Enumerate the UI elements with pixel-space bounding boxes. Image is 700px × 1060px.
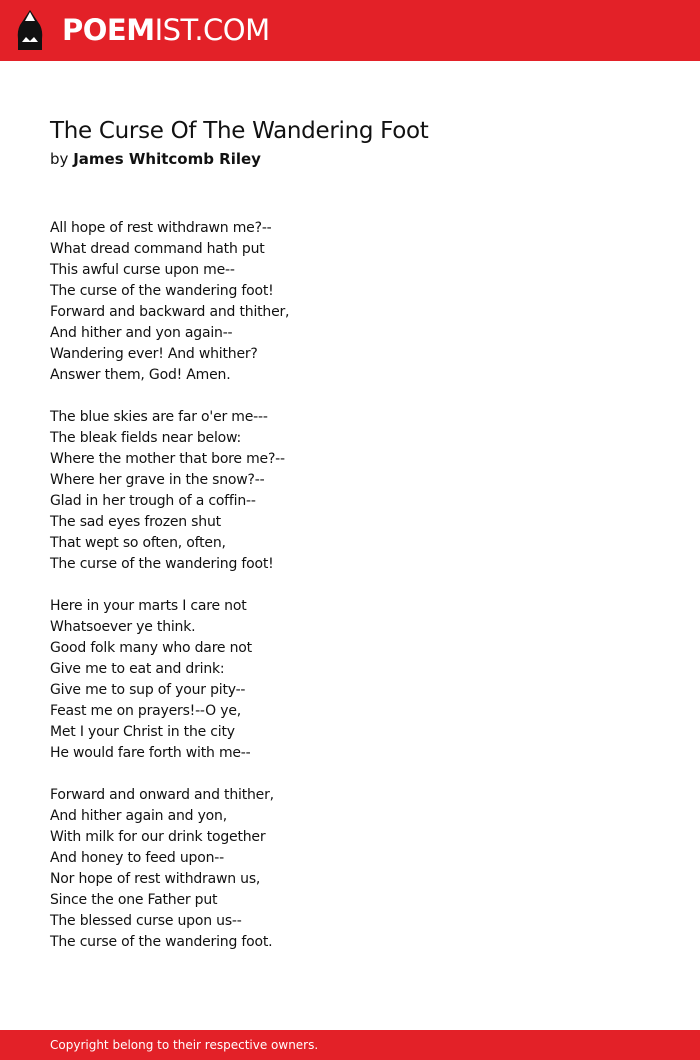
stanza bbox=[50, 785, 650, 953]
brand-light: IST.COM bbox=[154, 13, 270, 47]
poem-line: Since the one Father put bbox=[50, 892, 218, 908]
poem-line: And honey to feed upon-- bbox=[50, 850, 224, 866]
poem-line: Glad in her trough of a coffin-- bbox=[50, 493, 256, 509]
poem-line: Wandering ever! And whither? bbox=[50, 346, 258, 362]
poem-line: With milk for our drink together bbox=[50, 829, 266, 845]
poem-body bbox=[50, 218, 650, 974]
poem-line: Nor hope of rest withdrawn us, bbox=[50, 871, 261, 887]
poem-title: The Curse Of The Wandering Foot bbox=[50, 118, 429, 144]
poem-line: He would fare forth with me-- bbox=[50, 745, 251, 761]
stanza bbox=[50, 407, 650, 575]
pencil-nib-icon[interactable] bbox=[16, 9, 44, 51]
poem-line: That wept so often, often, bbox=[50, 535, 226, 551]
poem-line: Give me to sup of your pity-- bbox=[50, 682, 246, 698]
poem-line: Good folk many who dare not bbox=[50, 640, 252, 656]
brand-strong: POEM bbox=[62, 13, 155, 47]
byline bbox=[50, 149, 261, 169]
poem-line: The curse of the wandering foot! bbox=[50, 556, 274, 572]
site-logo-text[interactable] bbox=[62, 11, 270, 49]
poem-line: Here in your marts I care not bbox=[50, 598, 247, 614]
copyright-notice: Copyright belong to their respective owners. bbox=[50, 1038, 319, 1052]
poem-line: All hope of rest withdrawn me?-- bbox=[50, 220, 272, 236]
stanza bbox=[50, 218, 650, 386]
poem-line: The bleak fields near below: bbox=[50, 430, 241, 446]
site-header bbox=[0, 0, 700, 61]
poem-line: What dread command hath put bbox=[50, 241, 265, 257]
poem-line: Where her grave in the snow?-- bbox=[50, 472, 265, 488]
poem-line: And hither and yon again-- bbox=[50, 325, 233, 341]
site-footer bbox=[0, 1030, 700, 1060]
poem-line: Whatsoever ye think. bbox=[50, 619, 196, 635]
poem-line: And hither again and yon, bbox=[50, 808, 227, 824]
poem-line: Forward and onward and thither, bbox=[50, 787, 274, 803]
poem-line: Where the mother that bore me?-- bbox=[50, 451, 285, 467]
poem-line: Feast me on prayers!--O ye, bbox=[50, 703, 241, 719]
poem-line: The blue skies are far o'er me--- bbox=[50, 409, 268, 425]
poem-line: The curse of the wandering foot. bbox=[50, 934, 273, 950]
by-label: by bbox=[50, 150, 69, 168]
poem-line: Forward and backward and thither, bbox=[50, 304, 290, 320]
poem-line: The sad eyes frozen shut bbox=[50, 514, 221, 530]
poem-line: Met I your Christ in the city bbox=[50, 724, 235, 740]
poem-line: Answer them, God! Amen. bbox=[50, 367, 231, 383]
author-name: James Whitcomb Riley bbox=[73, 150, 261, 168]
poem-line: The curse of the wandering foot! bbox=[50, 283, 274, 299]
poem-line: The blessed curse upon us-- bbox=[50, 913, 242, 929]
stanza bbox=[50, 596, 650, 764]
poem-line: Give me to eat and drink: bbox=[50, 661, 225, 677]
poem-line: This awful curse upon me-- bbox=[50, 262, 235, 278]
